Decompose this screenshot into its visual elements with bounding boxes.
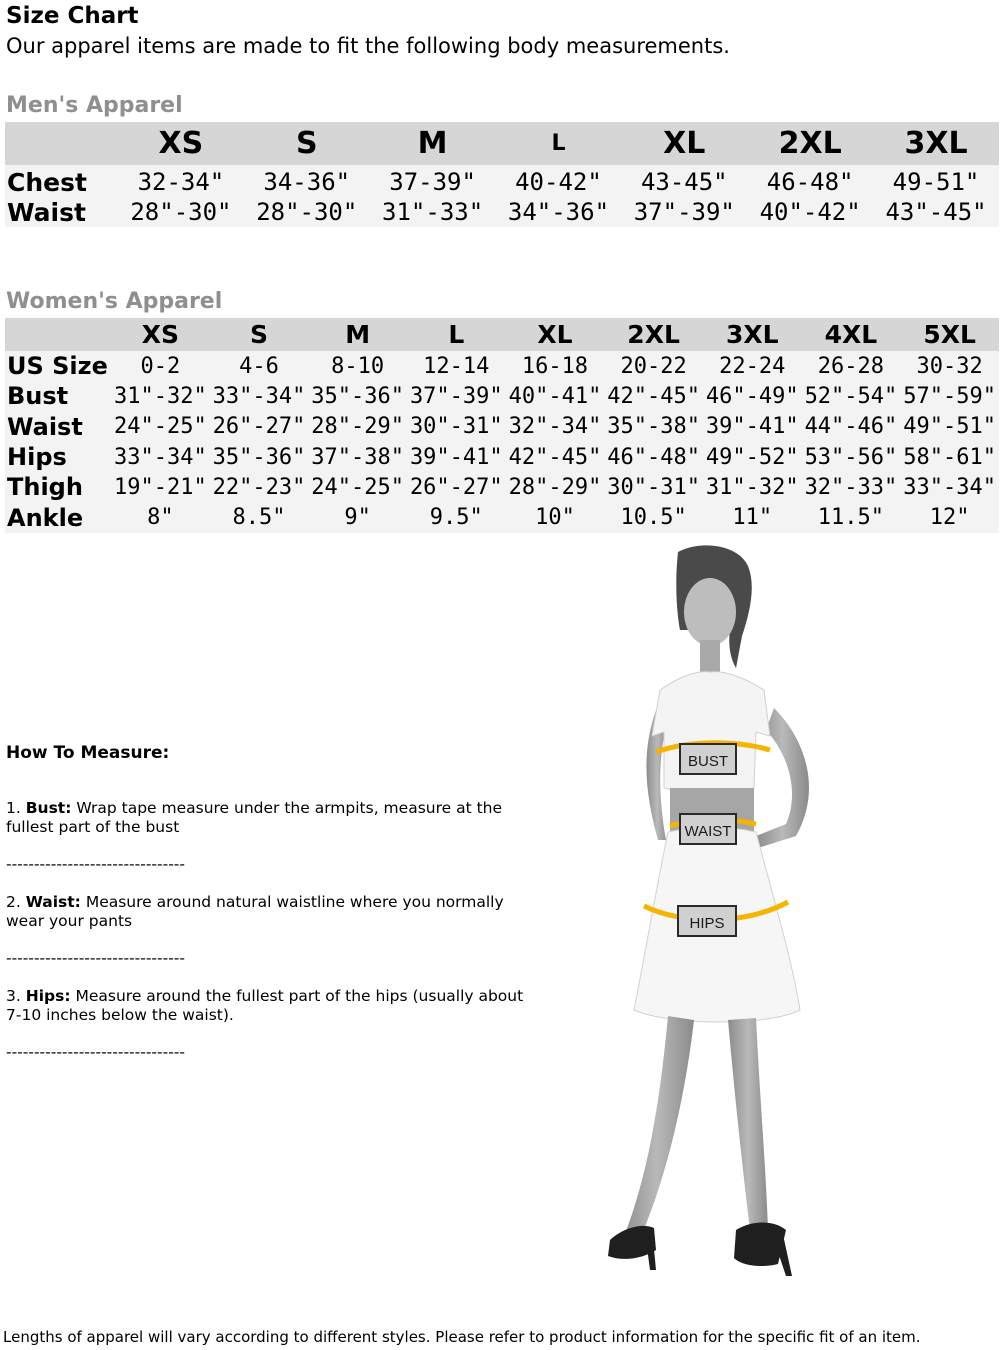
men-size-header: XS xyxy=(118,122,244,165)
measurement-cell: 9" xyxy=(344,505,371,531)
measurement-cell: 12" xyxy=(929,505,970,531)
waist-label: WAIST xyxy=(684,823,732,840)
measurement-cell: 31"-33" xyxy=(382,198,484,226)
women-size-header: M xyxy=(308,318,407,351)
how-to-heading: How To Measure: xyxy=(6,743,170,763)
row-label: Thigh xyxy=(7,473,83,502)
footnote: Lengths of apparel will vary according to different styles. Please refer to product information for the specific fit of an item. xyxy=(3,1328,921,1346)
step-text: Measure around natural waistline where you normally wear your pants xyxy=(6,893,504,930)
men-size-header: 2XL xyxy=(747,122,873,165)
step-number: 2. xyxy=(6,893,21,911)
women-size-header: L xyxy=(407,318,506,351)
men-size-header-row xyxy=(5,122,999,165)
divider: -------------------------------- xyxy=(6,855,185,873)
measurement-cell: 46-48" xyxy=(766,168,854,196)
measurement-cell: 30"-31" xyxy=(607,474,700,500)
men-waist-row xyxy=(5,197,999,227)
women-row-ankle xyxy=(5,503,999,533)
step-waist xyxy=(6,893,536,931)
measurement-cell: 24"-25" xyxy=(113,414,207,440)
measurement-cell: 34"-36" xyxy=(507,198,610,226)
face-shape xyxy=(684,578,736,646)
women-corner-cell xyxy=(5,318,111,351)
measurement-cell: 30"-31" xyxy=(409,414,503,440)
step-term: Waist: xyxy=(25,893,81,911)
measurement-cell: 37"-39" xyxy=(409,383,503,409)
measurement-cell: 4-6 xyxy=(239,353,279,379)
women-size-header: S xyxy=(210,318,309,351)
men-corner-cell xyxy=(5,122,118,165)
men-size-header: S xyxy=(244,122,370,165)
women-size-header: 3XL xyxy=(703,318,802,351)
step-text: Measure around the fullest part of the hips (usually about 7-10 inches below the waist). xyxy=(6,987,524,1024)
left-leg-shape xyxy=(620,1016,694,1248)
measurement-cell: 10" xyxy=(535,505,575,531)
women-size-header: 4XL xyxy=(802,318,901,351)
measurement-cell: 49-51" xyxy=(892,168,980,196)
measurement-cell: 46"-49" xyxy=(705,383,799,409)
women-size-table xyxy=(5,318,999,533)
row-label: Ankle xyxy=(7,503,84,532)
measurement-cell: 8" xyxy=(147,505,174,531)
divider: -------------------------------- xyxy=(6,949,185,967)
measurement-cell: 40-42" xyxy=(515,168,602,196)
measurement-cell: 57"-59" xyxy=(903,383,996,409)
measurement-cell: 33"-34" xyxy=(903,474,996,500)
men-size-header: 3XL xyxy=(873,122,999,165)
row-label: US Size xyxy=(7,352,108,381)
bust-label: BUST xyxy=(687,753,729,770)
hips-label: HIPS xyxy=(689,915,725,932)
measurement-cell: 9.5" xyxy=(429,505,483,531)
women-size-header: XL xyxy=(506,318,605,351)
step-term: Bust: xyxy=(25,799,72,817)
step-number: 3. xyxy=(6,987,21,1005)
page-subtitle: Our apparel items are made to fit the following body measurements. xyxy=(6,34,730,58)
measurement-cell: 35"-36" xyxy=(311,383,404,409)
step-text: Wrap tape measure under the armpits, measure at the fullest part of the bust xyxy=(6,799,503,836)
measurement-cell: 28"-29" xyxy=(311,414,404,440)
measurement-cell: 53"-56" xyxy=(804,444,898,470)
measurement-cell: 35"-38" xyxy=(607,414,700,440)
divider: -------------------------------- xyxy=(6,1043,185,1061)
men-size-header: XL xyxy=(621,122,747,165)
measurement-cell: 43"-45" xyxy=(885,198,987,226)
measurement-cell: 37-39" xyxy=(389,168,476,196)
women-row-waist xyxy=(5,412,999,442)
measurement-cell: 42"-45" xyxy=(508,444,602,470)
measurement-cell: 37"-39" xyxy=(633,198,735,226)
measurement-cell: 11" xyxy=(732,505,773,531)
measurement-cell: 8.5" xyxy=(232,505,286,531)
measurement-cell: 46"-48" xyxy=(607,444,700,470)
measurement-cell: 34-36" xyxy=(263,168,351,196)
step-hips xyxy=(6,987,536,1025)
women-size-header-row xyxy=(5,318,999,351)
measurement-cell: 33"-34" xyxy=(113,444,207,470)
measurement-cell: 28"-30" xyxy=(256,198,358,226)
men-size-header: L xyxy=(496,122,622,165)
row-label: Hips xyxy=(7,443,67,472)
measurement-cell: 20-22 xyxy=(620,353,687,379)
men-size-header: M xyxy=(370,122,496,165)
right-leg-shape xyxy=(728,1018,768,1230)
measurement-cell: 0-2 xyxy=(140,353,181,379)
measurement-cell: 32"-33" xyxy=(804,474,898,500)
row-label: Bust xyxy=(7,382,69,411)
measurement-cell: 44"-46" xyxy=(804,414,898,440)
page-title: Size Chart xyxy=(6,3,139,29)
neck-shape xyxy=(700,640,720,676)
women-size-header: XS xyxy=(111,318,210,351)
measurement-cell: 11.5" xyxy=(817,505,885,531)
measurement-cell: 32"-34" xyxy=(508,414,602,440)
step-term: Hips: xyxy=(25,987,71,1005)
measurement-cell: 32-34" xyxy=(137,168,225,196)
measurement-cell: 30-32 xyxy=(916,353,983,379)
row-label: Chest xyxy=(7,167,87,197)
right-shoe-shape xyxy=(734,1223,792,1277)
left-shoe-shape xyxy=(608,1226,656,1270)
measurement-cell: 49"-52" xyxy=(705,444,799,470)
measurement-cell: 26-28 xyxy=(817,353,885,379)
measurement-cell: 22"-23" xyxy=(212,474,306,500)
measurement-cell: 28"-29" xyxy=(508,474,602,500)
measurement-cell: 35"-36" xyxy=(212,444,306,470)
measurement-cell: 12-14 xyxy=(423,353,490,379)
measurement-cell: 26"-27" xyxy=(409,474,503,500)
measurement-cell: 58"-61" xyxy=(903,444,996,470)
women-row-bust xyxy=(5,381,999,411)
measurement-cell: 52"-54" xyxy=(804,383,898,409)
measurement-cell: 40"-41" xyxy=(508,383,602,409)
women-size-header: 2XL xyxy=(604,318,703,351)
measurement-cell: 19"-21" xyxy=(113,474,207,500)
measurement-cell: 31"-32" xyxy=(705,474,799,500)
men-chest-row xyxy=(5,165,999,197)
men-section-title: Men's Apparel xyxy=(6,93,183,118)
measurement-cell: 26"-27" xyxy=(212,414,306,440)
measurement-cell: 49"-51" xyxy=(903,414,996,440)
measurement-cell: 43-45" xyxy=(640,168,728,196)
women-row-hips xyxy=(5,442,999,472)
measurement-cell: 22-24 xyxy=(719,353,786,379)
measurement-cell: 24"-25" xyxy=(311,474,404,500)
measurement-cell: 10.5" xyxy=(620,505,687,531)
measurement-cell: 39"-41" xyxy=(705,414,799,440)
women-section-title: Women's Apparel xyxy=(6,289,223,314)
measurement-cell: 42"-45" xyxy=(607,383,700,409)
measurement-cell: 28"-30" xyxy=(130,198,232,226)
measurement-cell: 39"-41" xyxy=(409,444,503,470)
how-to-measure xyxy=(6,744,536,1081)
measurement-cell: 16-18 xyxy=(521,353,589,379)
women-row-thigh xyxy=(5,472,999,502)
measurement-cell: 31"-32" xyxy=(113,383,207,409)
row-label: Waist xyxy=(7,412,83,441)
step-bust xyxy=(6,799,536,837)
women-size-header: 5XL xyxy=(900,318,999,351)
measurement-cell: 37"-38" xyxy=(311,444,404,470)
step-number: 1. xyxy=(6,799,21,817)
row-label: Waist xyxy=(7,197,86,227)
men-size-table xyxy=(5,122,999,227)
measurement-cell: 40"-42" xyxy=(759,198,861,226)
women-row-us-size xyxy=(5,351,999,381)
measurement-cell: 33"-34" xyxy=(212,383,306,409)
measurement-cell: 8-10 xyxy=(331,353,385,379)
measurement-model-figure xyxy=(560,540,860,1300)
